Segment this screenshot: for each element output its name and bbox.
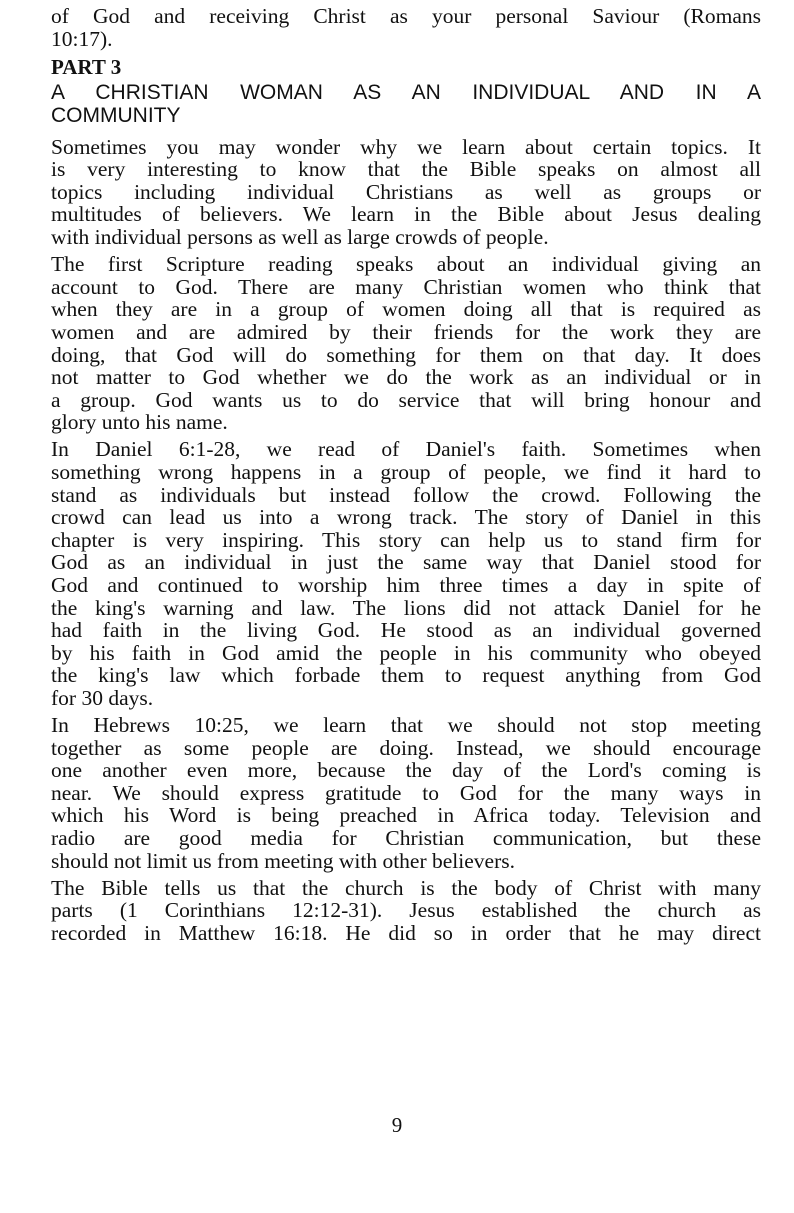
text-line: near. We should express gratitude to God for the many ways in xyxy=(51,780,761,805)
text-line: topics including individual Christians as well as groups or xyxy=(51,179,761,204)
text-line: the king's warning and law. The lions did not attack Daniel for he xyxy=(51,595,761,620)
text-line: with individual persons as well as large crowds of people. xyxy=(51,225,549,250)
text-line: chapter is very inspiring. This story can help us to stand firm for xyxy=(51,527,761,552)
body-paragraphs xyxy=(51,136,761,945)
text-line: radio are good media for Christian communication, but these xyxy=(51,826,761,850)
text-line: of God and receiving Christ as your personal Saviour (Romans xyxy=(51,4,761,28)
paragraph xyxy=(51,438,761,709)
text-line: recorded in Matthew 16:18. He did so in order that he may direct xyxy=(51,920,761,945)
text-line: had faith in the living God. He stood as an individual governed xyxy=(51,618,761,643)
text-line: when they are in a group of women doing all that is required as xyxy=(51,297,761,322)
page-body xyxy=(51,5,761,949)
text-line: 10:17). xyxy=(51,26,113,51)
page-number: 9 xyxy=(391,1113,403,1137)
text-line: crowd can lead us into a wrong track. The story of Daniel in this xyxy=(51,505,761,530)
paragraph xyxy=(51,877,761,945)
text-line: a group. God wants us to do service that will bring honour and xyxy=(51,387,761,412)
text-line: the king's law which forbade them to request anything from God xyxy=(51,663,761,688)
text-line: multitudes of believers. We learn in the Bible about Jesus dealing xyxy=(51,202,761,227)
text-line: A CHRISTIAN WOMAN AS AN INDIVIDUAL AND IN A xyxy=(51,80,761,104)
text-line: stand as individuals but instead follow the crowd. Following the xyxy=(51,482,761,507)
intro-paragraph xyxy=(51,5,761,50)
text-line: is very interesting to know that the Bible speaks on almost all xyxy=(51,157,761,182)
paragraph xyxy=(51,253,761,434)
text-line: not matter to God whether we do the work as an individual or in xyxy=(51,365,761,390)
paragraph xyxy=(51,136,761,249)
text-line: God and continued to worship him three times a day in spite of xyxy=(51,572,761,597)
text-line: glory unto his name. xyxy=(51,410,228,435)
text-line: God as an individual in just the same way that Daniel stood for xyxy=(51,550,761,575)
paragraph xyxy=(51,714,761,872)
part-label: PART 3 xyxy=(51,54,122,79)
text-line: for 30 days. xyxy=(51,685,154,710)
text-line: parts (1 Corinthians 12:12-31). Jesus established the church as xyxy=(51,898,761,923)
text-line: doing, that God will do something for them on that day. It does xyxy=(51,342,761,367)
text-line: which his Word is being preached in Africa today. Television and xyxy=(51,803,761,828)
text-line: Sometimes you may wonder why we learn about certain topics. It xyxy=(51,134,761,159)
text-line: should not limit us from meeting with other believers. xyxy=(51,848,515,873)
text-line: one another even more, because the day of the Lord's coming is xyxy=(51,758,761,783)
text-line: COMMUNITY xyxy=(51,104,181,128)
text-line: account to God. There are many Christian women who think that xyxy=(51,274,761,299)
text-line: together as some people are doing. Instead, we should encourage xyxy=(51,735,761,760)
text-line: women and are admired by their friends for the work they are xyxy=(51,319,761,344)
text-line: The Bible tells us that the church is the body of Christ with many xyxy=(51,875,761,900)
text-line: In Daniel 6:1-28, we read of Daniel's faith. Sometimes when xyxy=(51,437,761,462)
text-line: by his faith in God amid the people in his community who obeyed xyxy=(51,640,761,665)
text-line: In Hebrews 10:25, we learn that we should not stop meeting xyxy=(51,713,761,738)
text-line: The first Scripture reading speaks about an individual giving an xyxy=(51,252,761,277)
section-title xyxy=(51,81,761,128)
text-line: something wrong happens in a group of people, we find it hard to xyxy=(51,460,761,484)
